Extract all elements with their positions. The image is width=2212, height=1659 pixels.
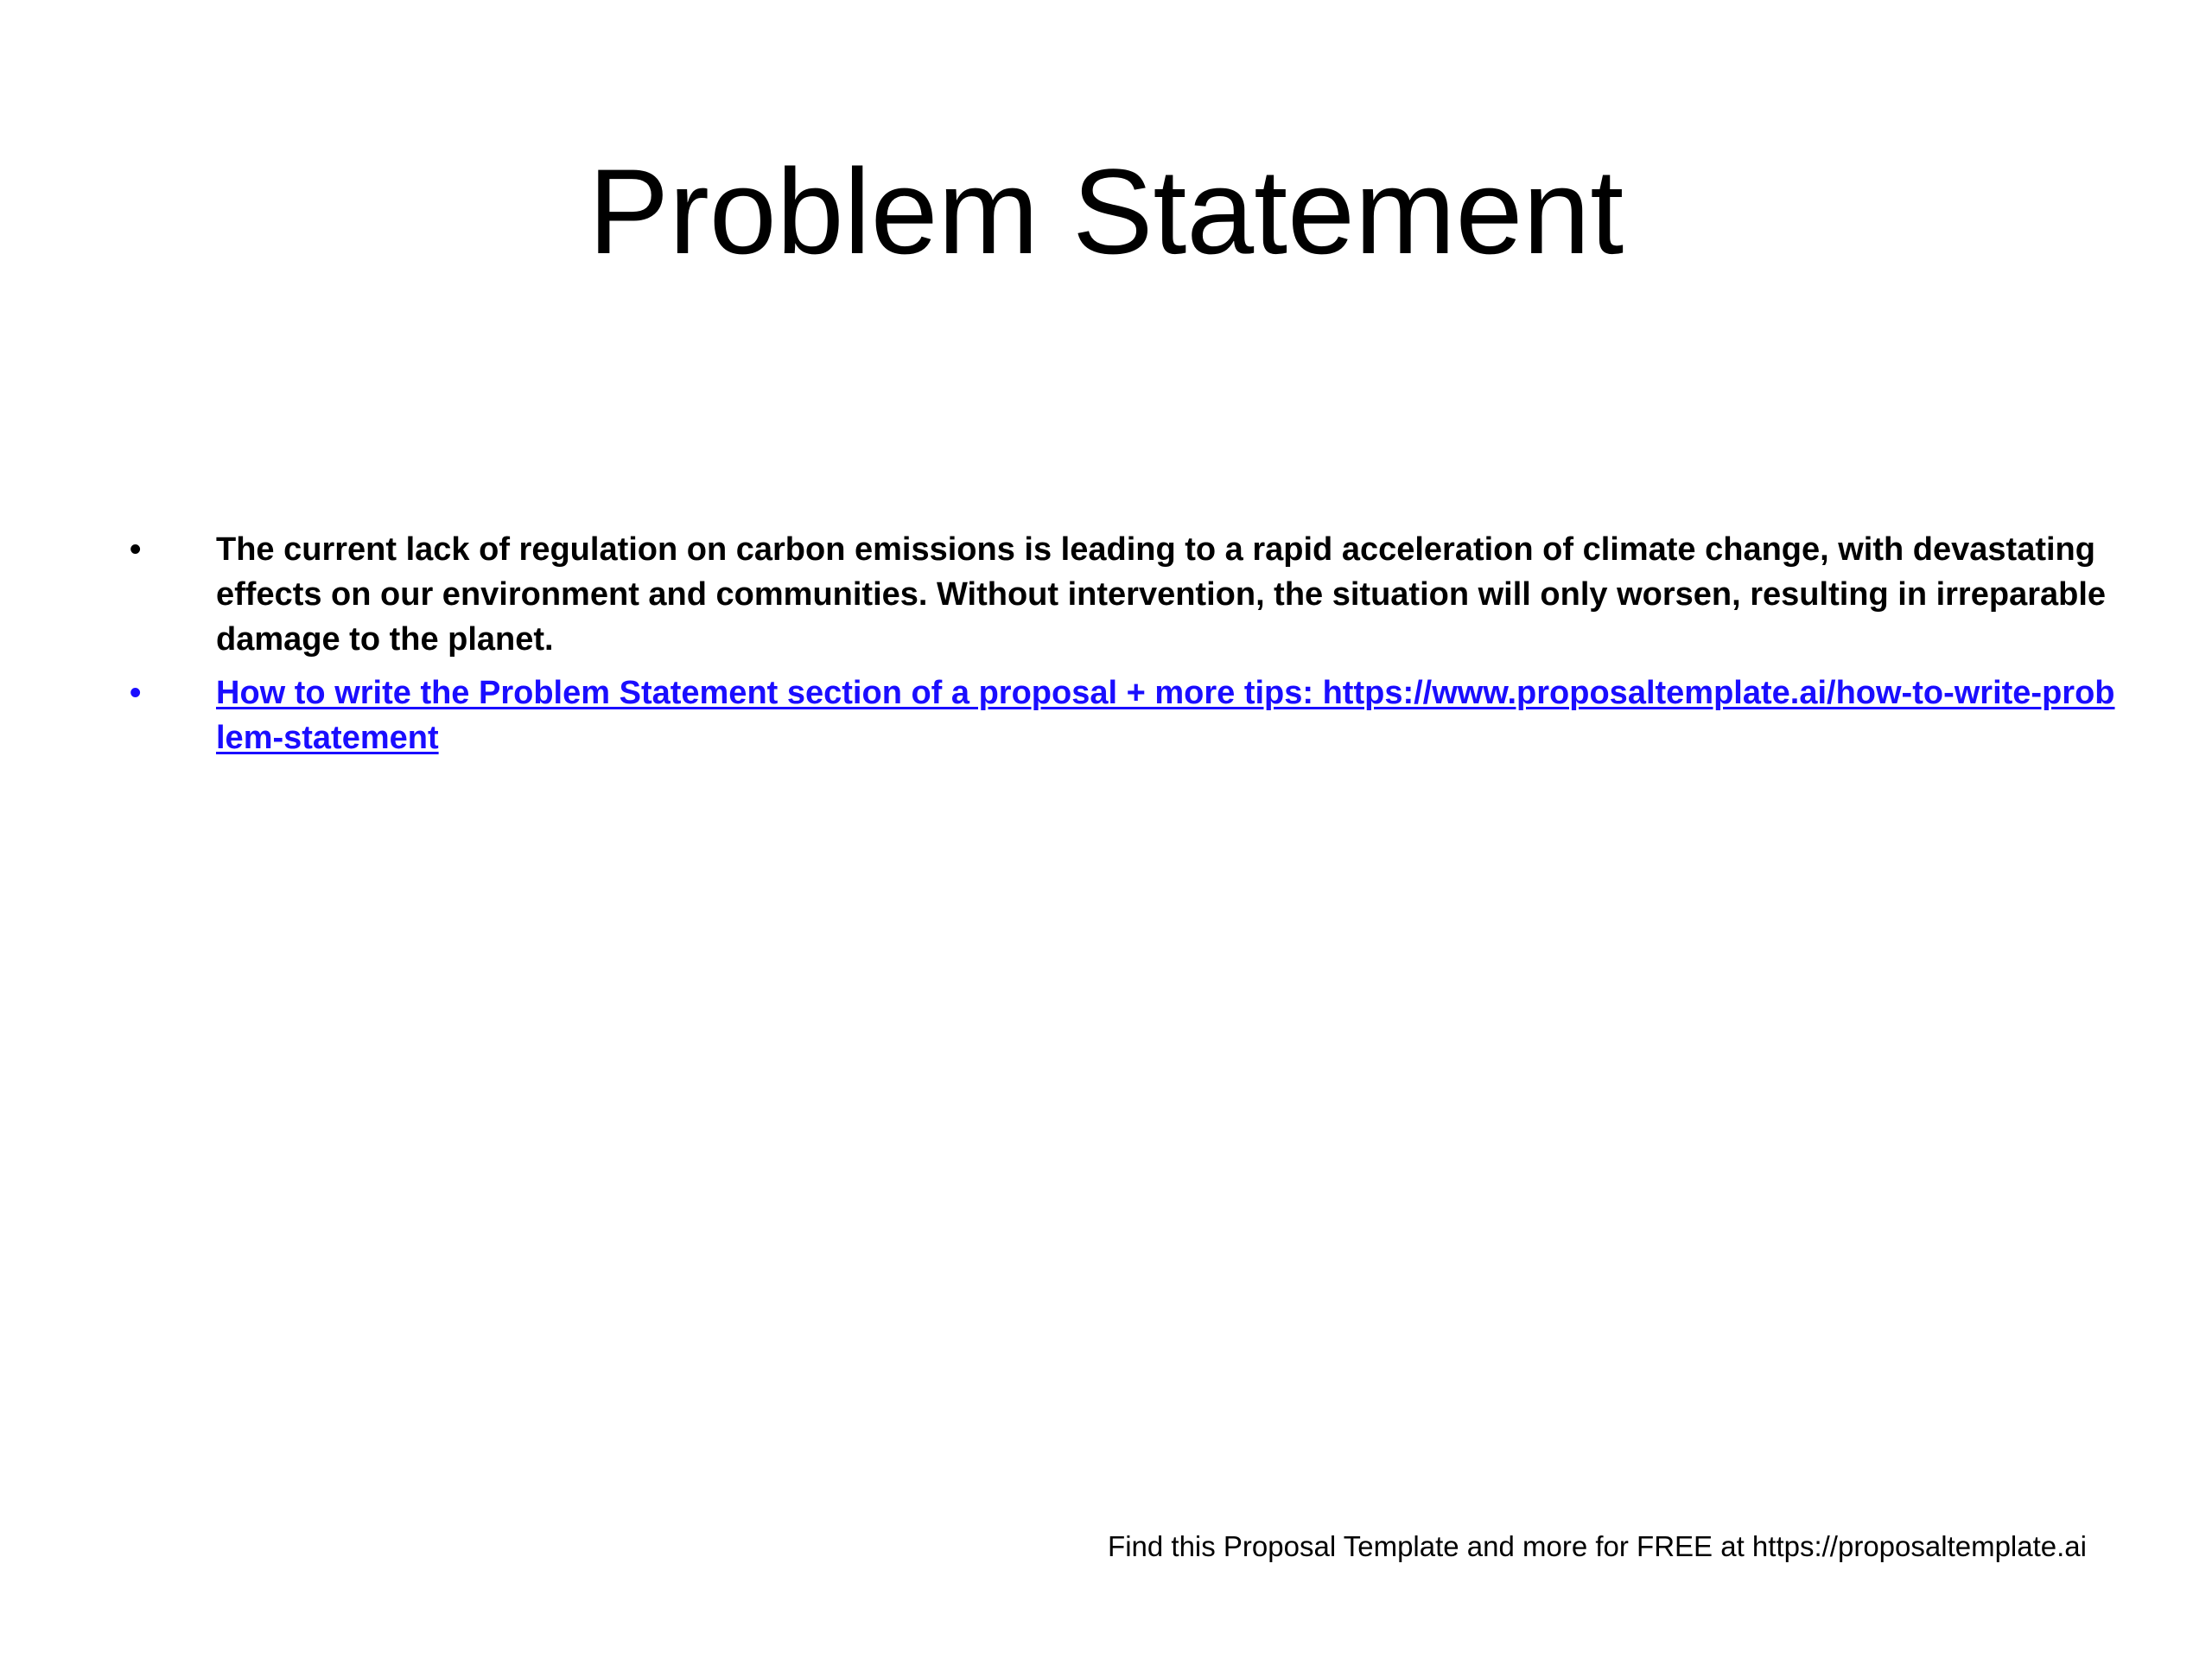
- bullet-text: The current lack of regulation on carbon emissions is leading to a rapid acceleration of climate change, with devastating effects on our environment and communities. Without intervention, the situation will only worsen, resulting in irreparable damage to the planet.: [216, 531, 2107, 658]
- bullet-item-link: [130, 671, 2117, 760]
- bullet-item-problem: [130, 527, 2117, 662]
- slide-title: Problem Statement: [588, 143, 1624, 279]
- bullet-marker: •: [130, 531, 142, 568]
- problem-statement-tips-link[interactable]: How to write the Problem Statement section of a proposal + more tips: https://www.proposaltemplate.ai/how-to-write-problem-statement: [216, 675, 2115, 756]
- footer-note: Find this Proposal Template and more for FREE at https://proposaltemplate.ai: [1108, 1530, 2087, 1562]
- bullet-list: [130, 527, 2117, 769]
- bullet-marker: •: [130, 675, 142, 711]
